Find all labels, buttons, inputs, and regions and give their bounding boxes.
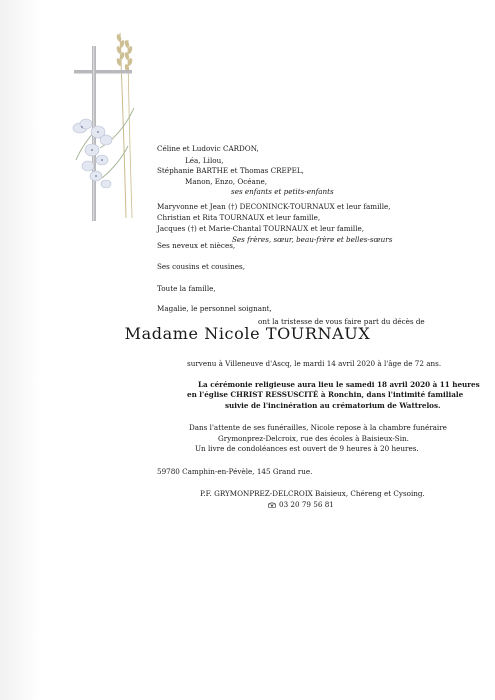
ceremony-line-3: suivie de l'incinération au crématorium de Wattrelos.: [225, 401, 441, 410]
phone-line: [268, 500, 334, 510]
death-details-line: survenu à Villeneuve d'Ascq, le mardi 14 avril 2020 à l'âge de 72 ans.: [187, 359, 442, 368]
ceremony-line-2: en l'église CHRIST RESSUSCITÉ à Ronchin, dans l'intimité familiale: [187, 390, 464, 399]
funeral-home-line-2: Grymonprez-Delcroix, rue des écoles à Baisieux-Sin.: [218, 434, 409, 443]
family-caption: ses enfants et petits-enfants: [231, 187, 334, 196]
family-line-1: Céline et Ludovic CARDON,: [157, 144, 259, 153]
cross-wheat-flowers-icon: [62, 28, 172, 223]
deceased-name: Madame Nicole TOURNAUX: [124, 324, 371, 343]
phone-number: 03 20 79 56 81: [279, 500, 334, 509]
funeral-home-line-1: Dans l'attente de ses funérailles, Nicole repose à la chambre funéraire: [189, 423, 447, 432]
nephews-line: Ses neveux et nièces,: [157, 241, 236, 250]
cousins-line: Ses cousins et cousines,: [157, 262, 245, 271]
family-line-2: Léa, Lilou,: [185, 156, 224, 165]
magalie-line: Magalie, le personnel soignant,: [157, 304, 272, 313]
family-line-3: Stéphanie BARTHE et Thomas CREPEL,: [157, 166, 304, 175]
funeral-company: P.F. GRYMONPREZ-DELCROIX Baisieux, Chéreng et Cysoing.: [200, 489, 425, 498]
siblings-line-2: Christian et Rita TOURNAUX et leur famille,: [157, 213, 321, 222]
siblings-caption: Ses frères, sœur, beau-frère et belles-sœurs: [232, 235, 393, 244]
family-line-4: Manon, Enzo, Océane,: [185, 177, 267, 186]
telephone-icon: [268, 502, 276, 508]
siblings-line-3: Jacques (†) et Marie-Chantal TOURNAUX et leur famille,: [157, 224, 365, 233]
address-line: 59780 Camphin-en-Pévèle, 145 Grand rue.: [157, 467, 313, 476]
ceremony-line-1: La cérémonie religieuse aura lieu le samedi 18 avril 2020 à 11 heures: [198, 380, 480, 389]
siblings-line-1: Maryvonne et Jean (†) DECONINCK-TOURNAUX et leur famille,: [157, 202, 391, 211]
announcement-line: ont la tristesse de vous faire part du décès de: [258, 317, 425, 326]
family-all-line: Toute la famille,: [157, 284, 216, 293]
funeral-home-line-3: Un livre de condoléances est ouvert de 9 heures à 20 heures.: [195, 444, 419, 453]
page-edge-shadow: [0, 0, 40, 700]
